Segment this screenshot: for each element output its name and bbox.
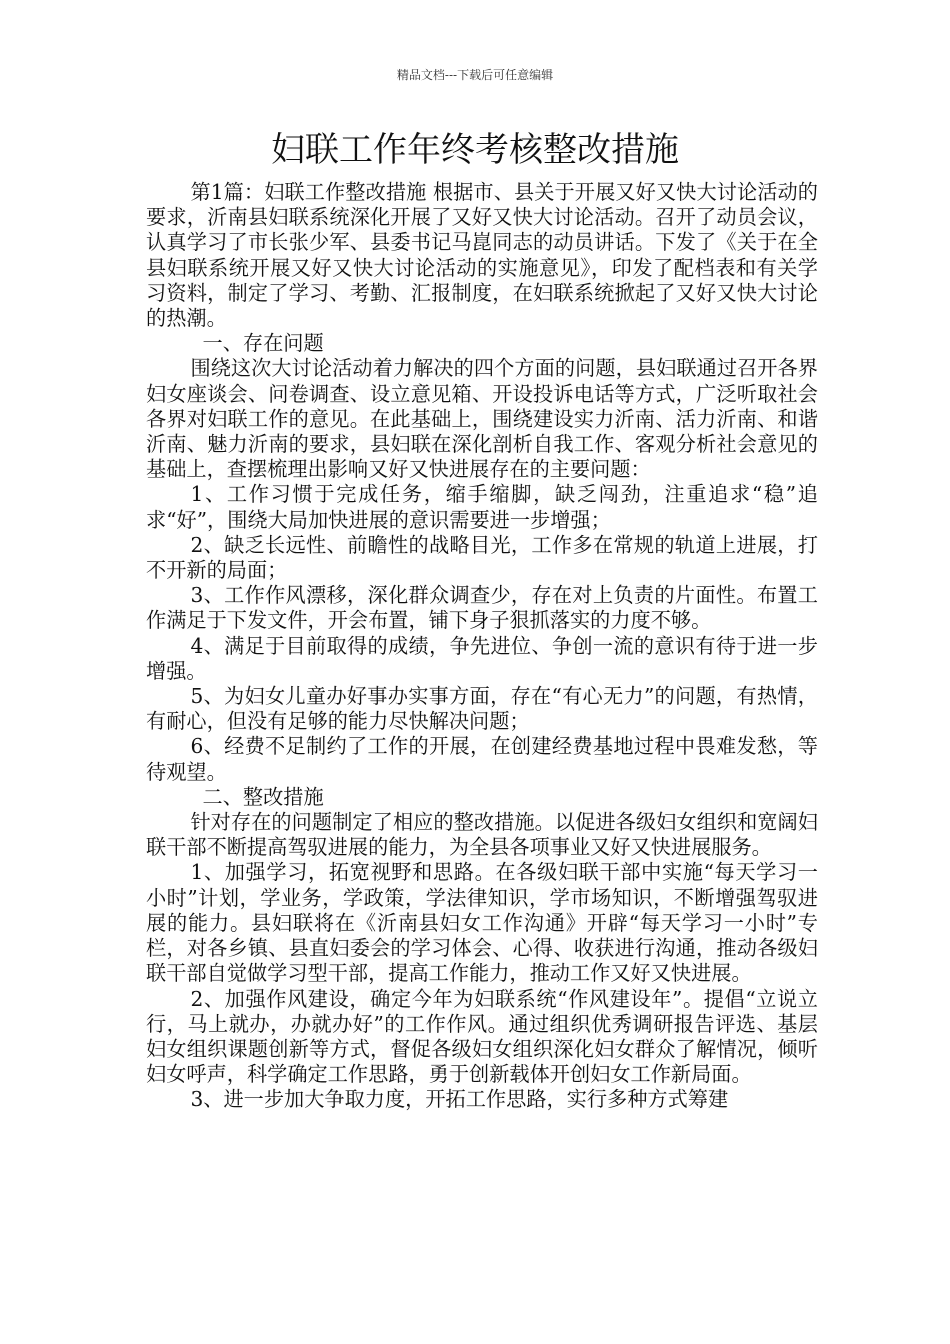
section-heading-measures: 二、整改措施 bbox=[202, 784, 324, 809]
measure-item: 1、加强学习，拓宽视野和思路。在各级妇联干部中实施“每天学习一小时”计划，学业务，学政策，学法律知识，学市场知识，不断增强驾驭进展的能力。县妇联将在《沂南县妇女工作沟通》开辟“每天学习一小时”专栏，对各乡镇、县直妇委会的学习体会、心得、收获进行沟通，推动各级妇联干部自觉做学习型干部，提高工作能力，推动工作又好又快进展。 bbox=[146, 860, 818, 986]
problem-item: 6、经费不足制约了工作的开展，在创建经费基地过程中畏难发愁，等待观望。 bbox=[146, 734, 818, 784]
paragraph: 围绕这次大讨论活动着力解决的四个方面的问题，县妇联通过召开各界妇女座谈会、问卷调查、设立意见箱、开设投诉电话等方式，广泛听取社会各界对妇联工作的意见。在此基础上，围绕建设实力沂南、活力沂南、和谐沂南、魅力沂南的要求，县妇联在深化剖析自我工作、客观分析社会意见的基础上，查摆梳理出影响又好又快进展存在的主要问题： bbox=[146, 356, 818, 482]
document-title: 妇联工作年终考核整改措施 bbox=[271, 130, 679, 170]
header-note: 精品文档---下载后可任意编辑 bbox=[396, 68, 554, 82]
document-body bbox=[146, 180, 818, 1113]
problem-item: 5、为妇女儿童办好事办实事方面，存在“有心无力”的问题，有热情，有耐心，但没有足够的能力尽快解决问题； bbox=[146, 684, 818, 734]
measure-item: 3、进一步加大争取力度，开拓工作思路，实行多种方式筹建 bbox=[190, 1087, 729, 1112]
measure-item: 2、加强作风建设，确定今年为妇联系统“作风建设年”。提倡“立说立行，马上就办，办就办好”的工作作风。通过组织优秀调研报告评选、基层妇女组织课题创新等方式，督促各级妇女组织深化妇女群众了解情况，倾听妇女呼声，科学确定工作思路，勇于创新载体开创妇女工作新局面。 bbox=[146, 986, 818, 1087]
section-heading-problems: 一、存在问题 bbox=[202, 331, 324, 356]
intro-paragraph: 第1篇：妇联工作整改措施 根据市、县关于开展又好又快大讨论活动的要求，沂南县妇联系统深化开展了又好又快大讨论活动。召开了动员会议，认真学习了市长张少军、县委书记马崑同志的动员讲话。下发了《关于在全县妇联系统开展又好又快大讨论活动的实施意见》，印发了配档表和有关学习资料，制定了学习、考勤、汇报制度，在妇联系统掀起了又好又快大讨论的热潮。 bbox=[146, 180, 818, 331]
problem-item: 2、缺乏长远性、前瞻性的战略目光，工作多在常规的轨道上进展，打不开新的局面； bbox=[146, 532, 818, 583]
problem-item: 1、工作习惯于完成任务，缩手缩脚，缺乏闯劲，注重追求“稳”追求“好”，围绕大局加快进展的意识需要进一步增强； bbox=[146, 482, 818, 532]
problem-item: 3、工作作风漂移，深化群众调查少，存在对上负责的片面性。布置工作满足于下发文件，开会布置，铺下身子狠抓落实的力度不够。 bbox=[146, 583, 818, 633]
problem-item: 4、满足于目前取得的成绩，争先进位、争创一流的意识有待于进一步增强。 bbox=[146, 633, 818, 683]
paragraph: 针对存在的问题制定了相应的整改措施。以促进各级妇女组织和宽阔妇联干部不断提高驾驭进展的能力，为全县各项事业又好又快进展服务。 bbox=[146, 810, 818, 860]
